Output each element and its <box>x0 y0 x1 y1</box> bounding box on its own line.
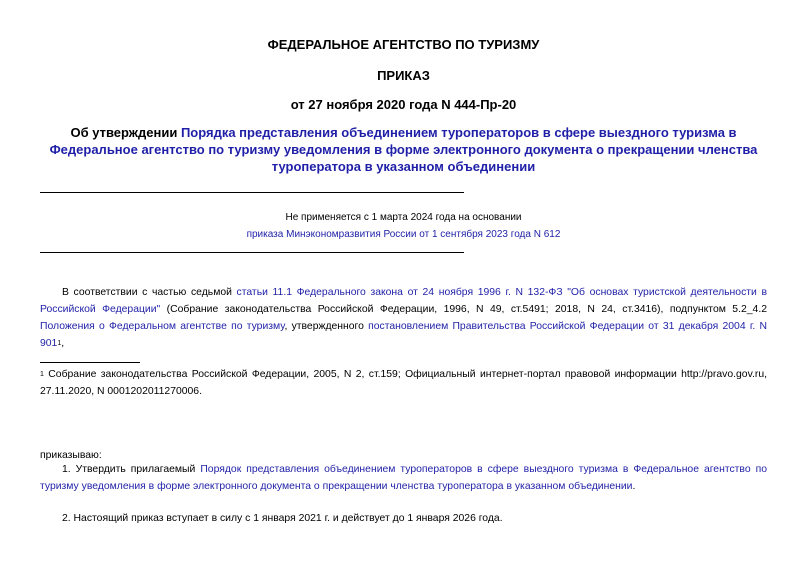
date-number-heading: от 27 ноября 2020 года N 444-Пр-20 <box>290 97 517 112</box>
intro-text-1: В соответствии с частью седьмой <box>62 287 237 298</box>
validity-note-link-line <box>40 229 767 240</box>
divider-top <box>40 192 464 193</box>
intro-text-2: (Собрание законодательства Российской Федерации, 1996, N 49, ст.5491; 2018, N 24, ст.3416), подпунктом 5.2_4.2 <box>160 304 767 315</box>
intro-paragraph <box>40 284 767 352</box>
validity-note: Не применяется с 1 марта 2024 года на основании <box>285 212 522 223</box>
intro-text-4: , <box>61 338 65 349</box>
title-prefix: Об утверждении <box>70 125 181 140</box>
federal-law-link[interactable]: статьи 11.1 Федерального закона от 24 ноября 1996 г. N 132-ФЗ "Об основах туристской деятельности в Российской Федерации" <box>40 287 767 315</box>
doc-type-heading: ПРИКАЗ <box>377 68 430 83</box>
item1-prefix: 1. Утвердить прилагаемый <box>62 464 201 475</box>
government-decree-link[interactable]: постановлением Правительства Российской Федерации от 31 декабря 2004 г. N 901 <box>40 321 767 349</box>
footnote-mark: 1 <box>40 371 44 378</box>
document-title <box>40 124 767 175</box>
footnote-divider <box>40 362 140 363</box>
order-word: приказываю: <box>40 450 102 461</box>
intro-text-3: , утвержденного <box>284 321 369 332</box>
regulation-link[interactable]: Положения о Федеральном агентстве по туризму <box>40 321 285 332</box>
order-item-1 <box>40 461 767 495</box>
footnote-reference: 1 <box>57 340 62 347</box>
footnote-text: Собрание законодательства Российской Федерации, 2005, N 2, ст.159; Официальный интернет-портал правовой информации http://pravo.gov.ru, 27.11.2020, N 0001202011270006. <box>40 369 768 397</box>
title-procedure-link[interactable]: Порядка представления объединением туроператоров в сфере выездного туризма в Федеральное агентство по туризму уведомления в форме электронного документа о прекращении членства туроператора в указанном объединении <box>49 125 758 174</box>
repeal-order-link[interactable]: приказа Минэкономразвития России от 1 сентября 2023 года N 612 <box>246 229 561 240</box>
order-item-2: 2. Настоящий приказ вступает в силу с 1 января 2021 г. и действует до 1 января 2026 года. <box>62 513 503 524</box>
divider-bottom <box>40 252 464 253</box>
item1-suffix: . <box>632 481 636 492</box>
agency-heading: ФЕДЕРАЛЬНОЕ АГЕНТСТВО ПО ТУРИЗМУ <box>267 37 540 52</box>
procedure-link[interactable]: Порядок представления объединением туроператоров в сфере выездного туризма в Федеральное агентство по туризму уведомления в форме электронного документа о прекращении членства туроператора в указанном объединении <box>40 464 767 492</box>
footnote <box>40 366 767 400</box>
